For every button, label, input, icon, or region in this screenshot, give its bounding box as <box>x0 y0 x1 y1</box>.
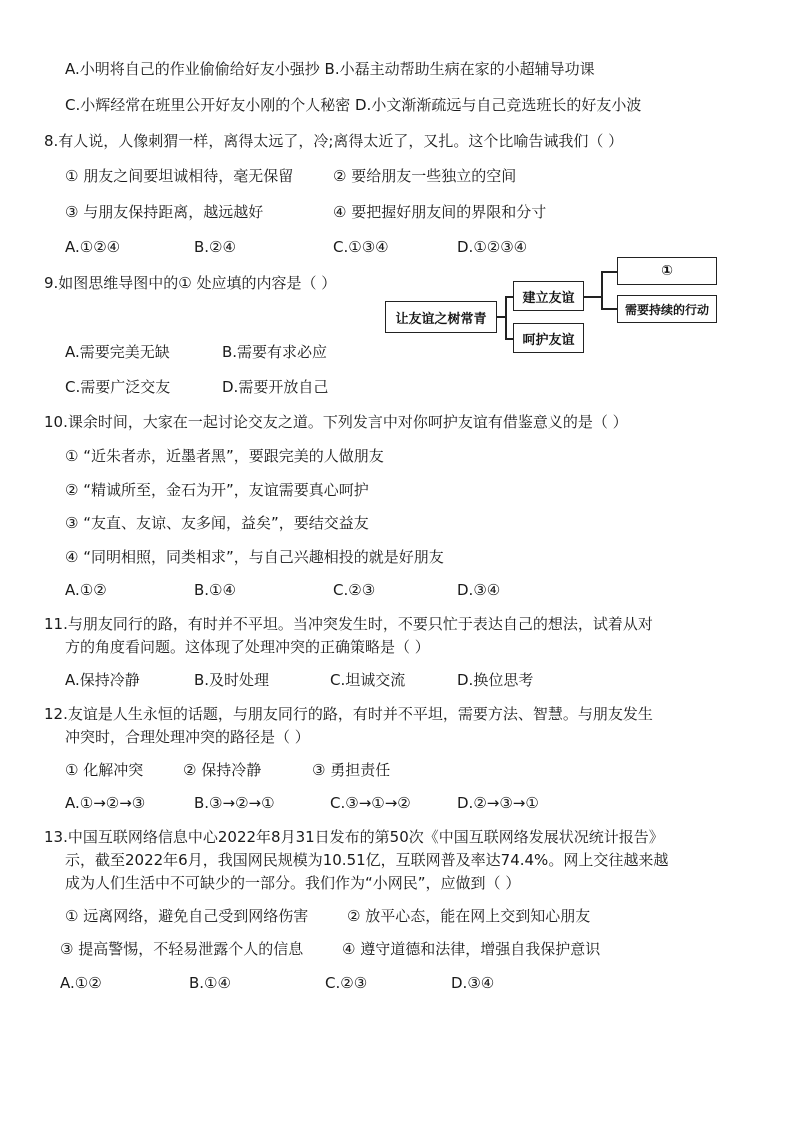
q13-item-3: ③ 提高警惕，不轻易泄露个人的信息 <box>60 940 304 958</box>
q8-item-3: ③ 与朋友保持距离，越远越好 <box>65 203 264 221</box>
q10-item-2: ② “精诚所至，金石为开”，友谊需要真心呵护 <box>65 481 369 499</box>
q10-option-d[interactable]: D.③④ <box>457 581 501 599</box>
q8-item-2: ② 要给朋友一些独立的空间 <box>333 167 517 185</box>
q13-option-d[interactable]: D.③④ <box>451 974 495 992</box>
q9-option-a[interactable]: A.需要完美无缺 <box>65 343 170 361</box>
connector-build <box>505 296 513 298</box>
q13-option-c[interactable]: C.②③ <box>325 974 368 992</box>
q12-stem-line-2: 冲突时，合理处理冲突的路径是（ ） <box>65 728 310 746</box>
q11-stem-line-1: 11.与朋友同行的路，有时并不平坦。当冲突发生时，不要只忙于表达自己的想法，试着从对 <box>44 615 653 633</box>
q10-option-c[interactable]: C.②③ <box>333 581 376 599</box>
q10-item-1: ① “近朱者赤，近墨者黑”，要跟完美的人做朋友 <box>65 447 384 465</box>
connector-root-vertical <box>505 296 507 339</box>
mind-map-blank-node: ① <box>617 257 717 285</box>
q8-item-1: ① 朋友之间要坦诚相待，毫无保留 <box>65 167 294 185</box>
q7-option-line-cd: C.小辉经常在班里公开好友小刚的个人秘密 D.小文渐渐疏远与自己竞选班长的好友小波 <box>65 96 642 114</box>
q13-item-2: ② 放平心态，能在网上交到知心朋友 <box>347 907 591 925</box>
q12-stem-line-1: 12.友谊是人生永恒的话题，与朋友同行的路，有时并不平坦，需要方法、智慧。与朋友发生 <box>44 705 653 723</box>
q10-option-a[interactable]: A.①② <box>65 581 107 599</box>
q10-stem: 10.课余时间，大家在一起讨论交友之道。下列发言中对你呵护友谊有借鉴意义的是（ ） <box>44 413 628 431</box>
q7-option-line-ab: A.小明将自己的作业偷偷给好友小强抄 B.小磊主动帮助生病在家的小超辅导功课 <box>65 60 595 78</box>
q9-stem: 9.如图思维导图中的① 处应填的内容是（ ） <box>44 274 337 292</box>
q13-option-a[interactable]: A.①② <box>60 974 102 992</box>
mind-map-root-node: 让友谊之树常青 <box>385 301 497 333</box>
q13-option-b[interactable]: B.①④ <box>189 974 231 992</box>
q13-item-4: ④ 遵守道德和法律，增强自我保护意识 <box>342 940 601 958</box>
q13-stem-line-1: 13.中国互联网络信息中心2022年8月31日发布的第50次《中国互联网络发展状况统计报告》 <box>44 828 664 846</box>
mind-map-sustain-node: 需要持续的行动 <box>617 295 717 323</box>
mind-map-protect-node: 呵护友谊 <box>513 323 584 353</box>
q12-option-d[interactable]: D.②→③→① <box>457 794 539 812</box>
q12-option-b[interactable]: B.③→②→① <box>194 794 275 812</box>
q9-option-c[interactable]: C.需要广泛交友 <box>65 378 171 396</box>
q8-option-a[interactable]: A.①②④ <box>65 238 121 256</box>
q12-item-2: ② 保持冷静 <box>183 761 262 779</box>
q9-option-d[interactable]: D.需要开放自己 <box>222 378 329 396</box>
q8-option-c[interactable]: C.①③④ <box>333 238 389 256</box>
q11-option-a[interactable]: A.保持冷静 <box>65 671 140 689</box>
q12-option-a[interactable]: A.①→②→③ <box>65 794 146 812</box>
connector-blank <box>601 271 617 273</box>
connector-build-out <box>584 296 602 298</box>
q10-item-4: ④ “同明相照，同类相求”，与自己兴趣相投的就是好朋友 <box>65 548 444 566</box>
connector-protect <box>505 338 513 340</box>
q12-item-1: ① 化解冲突 <box>65 761 144 779</box>
q13-stem-line-3: 成为人们生活中不可缺少的一部分。我们作为“小网民”，应做到（ ） <box>65 874 521 892</box>
q13-item-1: ① 远离网络，避免自己受到网络伤害 <box>65 907 309 925</box>
connector-build-vertical <box>601 271 603 309</box>
q11-option-d[interactable]: D.换位思考 <box>457 671 534 689</box>
q13-stem-line-2: 示，截至2022年6月，我国网民规模为10.51亿，互联网普及率达74.4%。网上交往越来越 <box>65 851 669 869</box>
q11-stem-line-2: 方的角度看问题。这体现了处理冲突的正确策略是（ ） <box>65 638 430 656</box>
q12-option-c[interactable]: C.③→①→② <box>330 794 411 812</box>
q11-option-b[interactable]: B.及时处理 <box>194 671 270 689</box>
q9-option-b[interactable]: B.需要有求必应 <box>222 343 328 361</box>
q10-item-3: ③ “友直、友谅、友多闻，益矣”，要结交益友 <box>65 514 369 532</box>
mind-map-build-node: 建立友谊 <box>513 281 584 311</box>
q8-option-b[interactable]: B.②④ <box>194 238 236 256</box>
q8-stem: 8.有人说，人像刺猬一样，离得太远了，冷;离得太近了，又扎。这个比喻告诫我们（ ） <box>44 132 624 150</box>
q8-item-4: ④ 要把握好朋友间的界限和分寸 <box>333 203 547 221</box>
q8-option-d[interactable]: D.①②③④ <box>457 238 528 256</box>
connector-sustain <box>601 308 617 310</box>
q10-option-b[interactable]: B.①④ <box>194 581 236 599</box>
connector-root <box>497 316 505 318</box>
q12-item-3: ③ 勇担责任 <box>312 761 391 779</box>
q11-option-c[interactable]: C.坦诚交流 <box>330 671 406 689</box>
